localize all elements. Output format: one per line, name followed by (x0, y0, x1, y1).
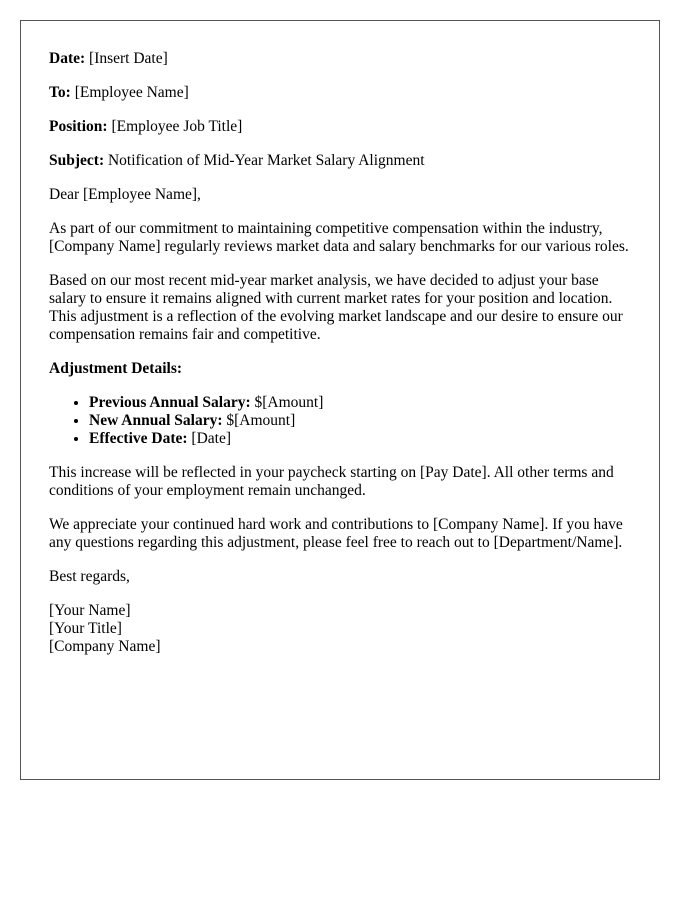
body-paragraph-3: This increase will be reflected in your paycheck starting on [Pay Date]. All other terms and conditions of your employment remain unchanged. (49, 464, 614, 499)
body-paragraph-2: Based on our most recent mid-year market analysis, we have decided to adjust your base salary to ensure it remains aligned with current market rates for your position and location. This adjustment is a reflection of the evolving market landscape and our desire to ensure our compensation remains fair and competitive. (49, 272, 623, 343)
signature-title: [Your Title] (49, 620, 122, 637)
letter-document (20, 20, 660, 780)
body-paragraph-1: As part of our commitment to maintaining competitive compensation within the industry, [Company Name] regularly reviews market data and salary benchmarks for our various roles. (49, 220, 629, 255)
detail-item-new-salary (89, 412, 631, 430)
signature-name: [Your Name] (49, 602, 131, 619)
signature-block (49, 602, 631, 656)
detail-label: Previous Annual Salary: (89, 394, 251, 411)
adjustment-details-list (49, 394, 631, 448)
adjustment-details-heading: Adjustment Details: (49, 360, 183, 377)
subject-line (49, 152, 631, 170)
detail-item-previous-salary (89, 394, 631, 412)
date-line (49, 50, 631, 68)
closing: Best regards, (49, 568, 130, 585)
date-label: Date: (49, 50, 86, 67)
body-paragraph-4: We appreciate your continued hard work and contributions to [Company Name]. If you have any questions regarding this adjustment, please feel free to reach out to [Department/Name]. (49, 516, 623, 551)
detail-value: [Date] (191, 430, 232, 447)
to-line (49, 84, 631, 102)
position-label: Position: (49, 118, 108, 135)
position-value: [Employee Job Title] (111, 118, 243, 135)
to-label: To: (49, 84, 71, 101)
detail-item-effective-date (89, 430, 631, 448)
position-line (49, 118, 631, 136)
subject-label: Subject: (49, 152, 105, 169)
detail-label: New Annual Salary: (89, 412, 223, 429)
date-value: [Insert Date] (89, 50, 168, 67)
to-value: [Employee Name] (74, 84, 189, 101)
salutation: Dear [Employee Name], (49, 186, 201, 203)
detail-label: Effective Date: (89, 430, 188, 447)
detail-value: $[Amount] (226, 412, 296, 429)
subject-value: Notification of Mid-Year Market Salary Alignment (107, 152, 425, 169)
detail-value: $[Amount] (254, 394, 324, 411)
signature-company: [Company Name] (49, 638, 161, 655)
